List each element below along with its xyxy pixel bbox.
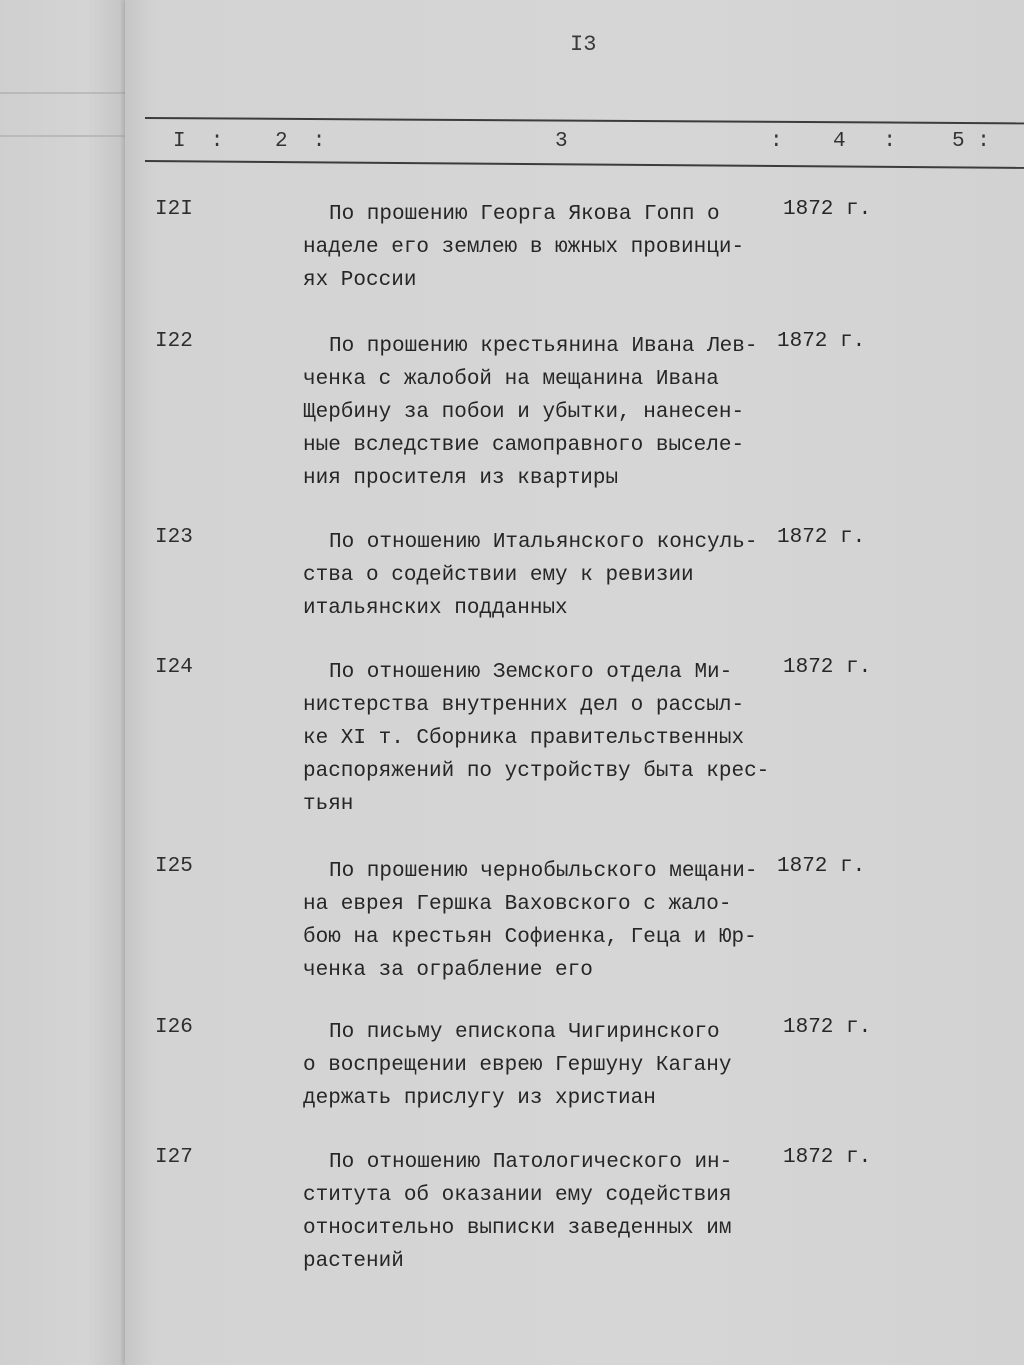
description-line: По отношению Земского отдела Ми- bbox=[329, 661, 733, 684]
entry-year: 1872 г. bbox=[777, 330, 866, 353]
description-line: относительно выписки заведенных им bbox=[303, 1217, 732, 1240]
entry-number: I25 bbox=[155, 855, 193, 878]
entry-number: I26 bbox=[155, 1016, 193, 1039]
description-line: ные вследствие самоправного выселе- bbox=[303, 434, 745, 457]
description-line: ях России bbox=[303, 269, 417, 292]
description-line: По отношению Итальянского консуль- bbox=[329, 531, 758, 554]
description-line: бою на крестьян Софиенка, Геца и Юр- bbox=[303, 926, 757, 949]
entry-description bbox=[303, 1146, 763, 1278]
entry-year: 1872 г. bbox=[783, 1016, 872, 1039]
entry-description bbox=[303, 198, 763, 297]
ghost-rule bbox=[0, 135, 125, 137]
entry-number: I22 bbox=[155, 330, 193, 353]
description-line: ния просителя из квартиры bbox=[303, 467, 619, 490]
description-line: По прошению чернобыльского мещани- bbox=[329, 860, 758, 883]
description-line: ке XI т. Сборника правительственных bbox=[303, 727, 745, 750]
entry-year: 1872 г. bbox=[783, 656, 872, 679]
entry-number: I27 bbox=[155, 1146, 193, 1169]
description-line: растений bbox=[303, 1250, 404, 1273]
description-line: ченка с жалобой на мещанина Ивана bbox=[303, 368, 719, 391]
column-header-5: 5 : bbox=[952, 130, 990, 153]
description-line: наделе его землею в южных провинци- bbox=[303, 236, 745, 259]
entry-description bbox=[303, 330, 763, 495]
description-line: тьян bbox=[303, 793, 354, 816]
page-number: I3 bbox=[570, 32, 597, 57]
description-line: итальянских подданных bbox=[303, 597, 568, 620]
document-page bbox=[125, 0, 1024, 1365]
entry-description bbox=[303, 526, 763, 625]
description-line: держать прислугу из христиан bbox=[303, 1087, 656, 1110]
description-line: нистерства внутренних дел о рассыл- bbox=[303, 694, 745, 717]
entry-description bbox=[303, 1016, 763, 1115]
header-rule-top bbox=[145, 117, 1024, 124]
description-line: По прошению крестьянина Ивана Лев- bbox=[329, 335, 758, 358]
description-line: По письму епископа Чигиринского bbox=[329, 1021, 720, 1044]
description-line: По прошению Георга Якова Гопп о bbox=[329, 203, 720, 226]
description-line: По отношению Патологического ин- bbox=[329, 1151, 733, 1174]
column-header-3: 3 bbox=[555, 130, 568, 153]
ghost-rule bbox=[0, 92, 125, 94]
entry-year: 1872 г. bbox=[783, 1146, 872, 1169]
description-line: распоряжений по устройству быта крес- bbox=[303, 760, 770, 783]
description-line: ченка за ограбление его bbox=[303, 959, 593, 982]
description-line: на еврея Гершка Ваховского с жало- bbox=[303, 893, 732, 916]
entry-year: 1872 г. bbox=[783, 198, 872, 221]
description-line: ститута об оказании ему содействия bbox=[303, 1184, 732, 1207]
entry-number: I23 bbox=[155, 526, 193, 549]
entry-number: I2I bbox=[155, 198, 193, 221]
entry-number: I24 bbox=[155, 656, 193, 679]
description-line: Щербину за побои и убытки, нанесен- bbox=[303, 401, 745, 424]
description-line: ства о содействии ему к ревизии bbox=[303, 564, 694, 587]
column-header-4: : 4 : bbox=[770, 130, 897, 153]
entry-year: 1872 г. bbox=[777, 855, 866, 878]
description-line: о воспрещении еврею Гершуну Кагану bbox=[303, 1054, 732, 1077]
entry-description bbox=[303, 855, 763, 987]
header-rule-bottom bbox=[145, 160, 1024, 169]
entry-description bbox=[303, 656, 770, 821]
previous-page-edge bbox=[0, 0, 125, 1365]
column-header-2: 2 : bbox=[275, 130, 326, 153]
entry-year: 1872 г. bbox=[777, 526, 866, 549]
column-header-1: I : bbox=[173, 130, 224, 153]
